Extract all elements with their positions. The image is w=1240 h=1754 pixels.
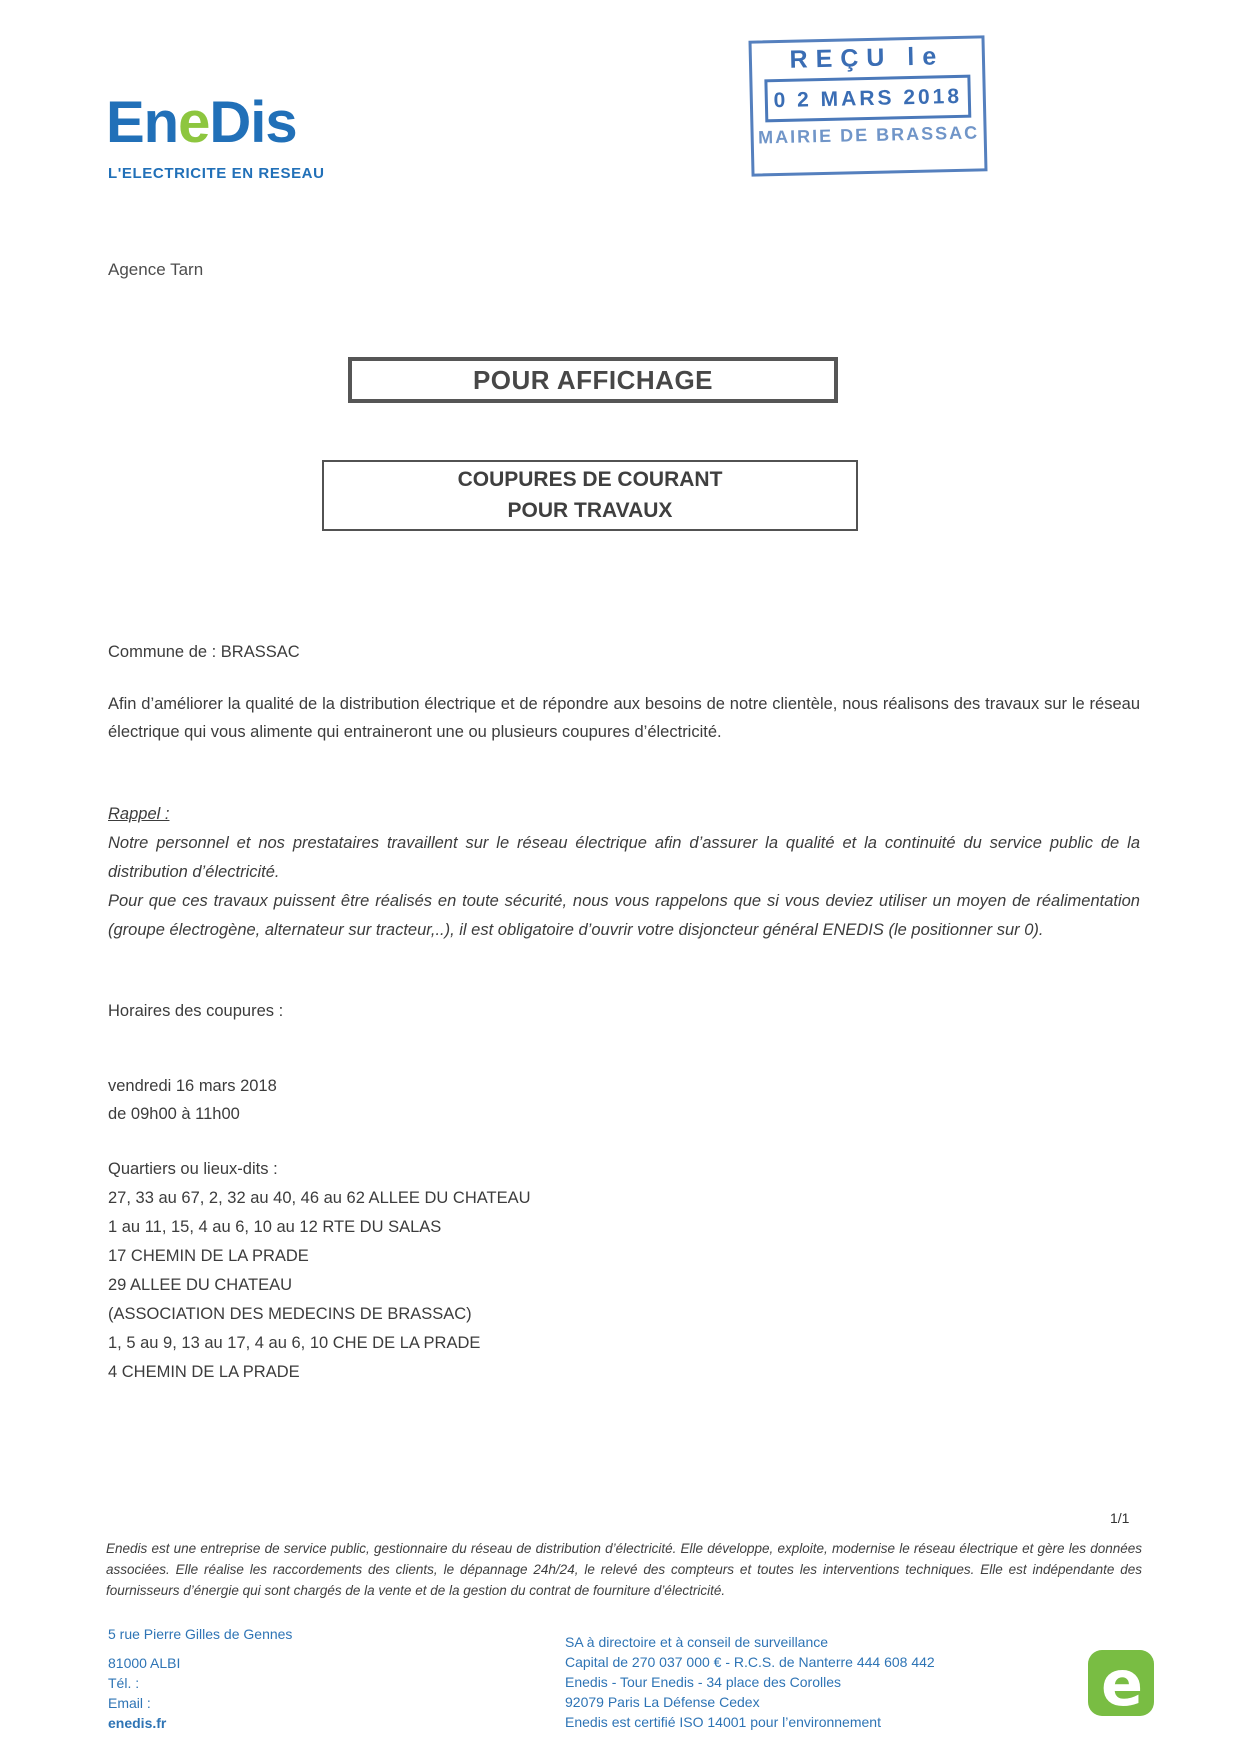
logo-part-e: e	[178, 90, 210, 155]
page-number: 1/1	[1110, 1510, 1130, 1526]
company-line: Enedis est certifié ISO 14001 pour l’environnement	[565, 1714, 881, 1730]
quartier-line: 29 ALLEE DU CHATEAU	[108, 1276, 293, 1294]
logo-part-dis: Dis	[209, 90, 297, 155]
footer-address	[108, 1624, 292, 1733]
affichage-banner	[348, 357, 838, 403]
company-line: Capital de 270 037 000 € - R.C.S. de Nanterre 444 608 442	[565, 1654, 935, 1670]
stamp-mairie-label: MAIRIE DE BRASSAC	[757, 122, 980, 148]
enedis-logo	[106, 90, 297, 155]
agency-name: Agence Tarn	[108, 260, 204, 279]
rappel-title: Rappel :	[108, 805, 170, 823]
quartier-line: 4 CHEMIN DE LA PRADE	[108, 1363, 300, 1381]
quartiers-label: Quartiers ou lieux-dits :	[108, 1160, 278, 1178]
horaires-label: Horaires des coupures :	[108, 1002, 284, 1020]
outage-time: de 09h00 à 11h00	[108, 1105, 240, 1123]
coupures-banner	[322, 460, 858, 531]
company-line: Enedis - Tour Enedis - 34 place des Corolles	[565, 1674, 842, 1690]
affichage-banner-label: POUR AFFICHAGE	[472, 364, 714, 395]
svg-text:e: e	[1100, 1648, 1144, 1718]
coupures-line1: COUPURES DE COURANT	[457, 468, 723, 492]
address-line: Tél. :	[108, 1675, 140, 1691]
logo-tagline: L'ELECTRICITE EN RESEAU	[108, 165, 325, 182]
intro-paragraph: Afin d’améliorer la qualité de la distribution électrique et de répondre aux besoins de notre clientèle, nous réalisons des travaux sur le réseau électrique qui vous alimente qui entraineront une ou plusieurs coupures d’électricité.	[108, 695, 1140, 741]
website-text: enedis.fr	[108, 1715, 167, 1731]
outage-schedule	[108, 1072, 277, 1128]
enedis-mark-icon	[1086, 1648, 1156, 1718]
quartier-line: 1, 5 au 9, 13 au 17, 4 au 6, 10 CHE DE LA PRADE	[108, 1334, 481, 1352]
rappel-section	[108, 800, 1140, 945]
rappel-paragraph-2: Pour que ces travaux puissent être réalisés en toute sécurité, nous vous rappelons que si vous deviez utiliser un moyen de réalimentation (groupe électrogène, alternateur sur tracteur,..), il est obligatoire d’ouvrir votre disjoncteur général ENEDIS (le positionner sur 0).	[108, 892, 1140, 939]
legal-paragraph: Enedis est une entreprise de service public, gestionnaire du réseau de distribution d’électricité. Elle développe, exploite, modernise le réseau électrique et gère les données associées. Elle réalise les raccordements des clients, le dépannage 24h/24, le relevé des compteurs et toutes les interventions techniques. Elle est indépendante des fournisseurs d’énergie qui sont chargés de la vente et de la gestion du contrat de fourniture d’électricité.	[106, 1541, 1142, 1598]
address-line: 81000 ALBI	[108, 1655, 181, 1671]
quartier-line: 27, 33 au 67, 2, 32 au 40, 46 au 62 ALLEE DU CHATEAU	[108, 1189, 531, 1207]
quartier-line: 17 CHEMIN DE LA PRADE	[108, 1247, 309, 1265]
company-line: SA à directoire et à conseil de surveillance	[565, 1634, 829, 1650]
stamp-date-box	[764, 75, 971, 123]
commune-line: Commune de : BRASSAC	[108, 643, 300, 661]
address-spacer	[108, 1644, 292, 1653]
stamp-date: 0 2 MARS 2018	[773, 84, 963, 113]
rappel-paragraph-1: Notre personnel et nos prestataires travaillent sur le réseau électrique afin d’assurer la qualité et la continuité du service public de la distribution d’électricité.	[108, 834, 1140, 881]
stamp-recu-label: REÇU le	[789, 42, 945, 74]
coupures-line2: POUR TRAVAUX	[507, 498, 673, 522]
address-line: 5 rue Pierre Gilles de Gennes	[108, 1626, 293, 1642]
quartier-line: (ASSOCIATION DES MEDECINS DE BRASSAC)	[108, 1305, 472, 1323]
quartiers-section	[108, 1155, 531, 1387]
logo-part-en: En	[106, 90, 179, 155]
outage-date: vendredi 16 mars 2018	[108, 1077, 277, 1095]
company-line: 92079 Paris La Défense Cedex	[565, 1694, 760, 1710]
address-line: Email :	[108, 1695, 151, 1711]
footer-company	[565, 1632, 935, 1732]
quartier-line: 1 au 11, 15, 4 au 6, 10 au 12 RTE DU SALAS	[108, 1218, 442, 1236]
received-stamp	[748, 35, 987, 176]
